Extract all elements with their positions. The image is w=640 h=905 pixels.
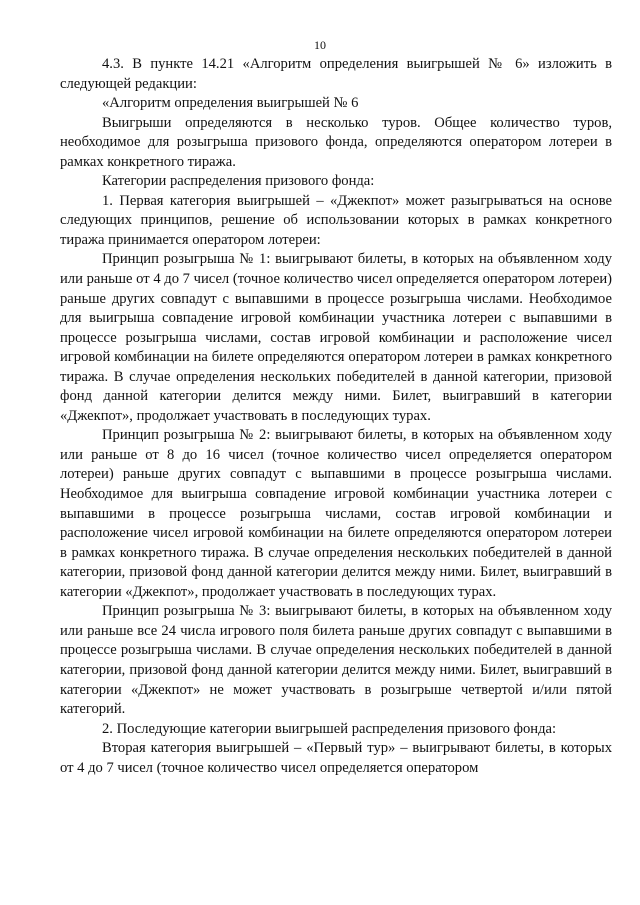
second-category-paragraph: Вторая категория выигрышей – «Первый тур» – выигрывают билеты, в которых от 4 до 7 чисел (точное количество чисел определяется оператором (60, 740, 612, 776)
tours-paragraph: Выигрыши определяются в несколько туров. Общее количество туров, необходимое для розыгрыша призового фонда, определяются оператором лотереи в рамках конкретного тиража. (60, 114, 612, 170)
first-category-paragraph: 1. Первая категория выигрышей – «Джекпот» может разыгрываться на основе следующих принципов, решение об использовании которых в рамках конкретного тиража принимается оператором лотереи: (60, 192, 612, 248)
algorithm-heading: «Алгоритм определения выигрышей № 6 (102, 95, 359, 112)
categories-heading: Категории распределения призового фонда: (102, 173, 375, 190)
principle-3-paragraph: Принцип розыгрыша № 3: выигрывают билеты, в которых на объявленном ходу или раньше все 24 числа игрового поля билета раньше других совпадут с выпавшими в процессе розыгрыша числами. В случае определения нескольких победителей в данной категории, призовой фонд данной категории делится между ними. Билет, выигравший в категории «Джекпот» не может участвовать в розыгрыше четвертой и/или пятой категорий. (60, 603, 612, 718)
clause-4-3-intro: 4.3. В пункте 14.21 «Алгоритм определения выигрышей № 6» изложить в следующей редакции: (60, 56, 612, 92)
principle-2-paragraph: Принцип розыгрыша № 2: выигрывают билеты, в которых на объявленном ходу или раньше от 8 до 16 чисел (точное количество чисел определяется оператором лотереи) раньше других совпадут с выпавшими в процессе розыгрыша числами. Необходимое для выигрыша совпадение игровой комбинации участника лотереи с выпавшими в процессе розыгрыша числами, состав игровой комбинации и расположение чисел игровой комбинации на билете определяются оператором лотереи в рамках конкретного тиража. В случае определения нескольких победителей в данной категории, призовой фонд данной категории делится между ними. Билет, выигравший в категории «Джекпот», продолжает участвовать в последующих турах. (60, 427, 612, 600)
subsequent-categories-heading: 2. Последующие категории выигрышей распределения призового фонда: (102, 720, 557, 737)
principle-1-paragraph: Принцип розыгрыша № 1: выигрывают билеты, в которых на объявленном ходу или раньше от 4 до 7 чисел (точное количество чисел определяется оператором лотереи) раньше других совпадут с выпавшими в процессе розыгрыша числами. Необходимое для выигрыша совпадение игровой комбинации участника лотереи с выпавшими в процессе розыгрыша числами, состав игровой комбинации и расположение чисел игровой комбинации на билете определяются оператором лотереи в рамках конкретного тиража. В случае определения нескольких победителей в данной категории, призовой фонд данной категории делится между ними. Билет, выигравший в категории «Джекпот», продолжает участвовать в последующих турах. (60, 251, 612, 424)
document-body (60, 55, 612, 778)
page-number: 10 (314, 38, 326, 52)
